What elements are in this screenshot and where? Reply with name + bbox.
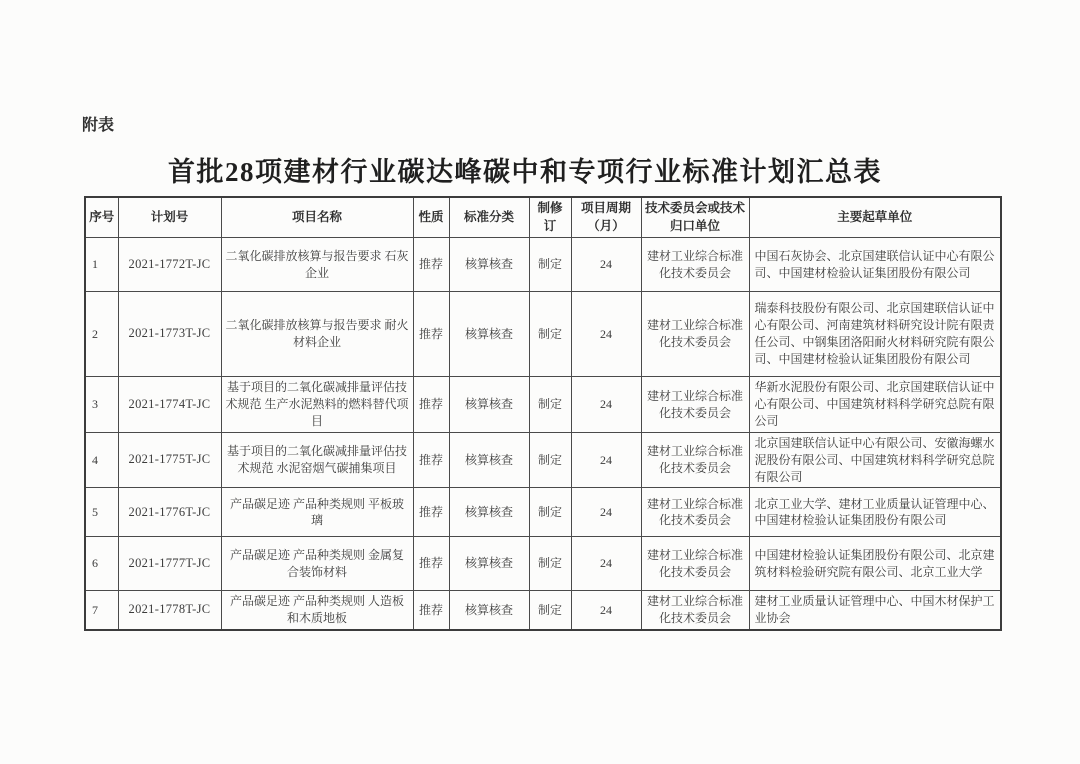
header-project-period: 项目周期（月） bbox=[571, 197, 641, 238]
table-cell: 建材工业综合标准化技术委员会 bbox=[641, 377, 749, 433]
table-cell: 4 bbox=[85, 433, 118, 488]
table-cell: 制定 bbox=[529, 377, 571, 433]
table-header-row bbox=[85, 197, 1001, 238]
table-cell: 推荐 bbox=[413, 591, 449, 630]
table-cell: 3 bbox=[85, 377, 118, 433]
table-cell: 核算核查 bbox=[449, 488, 529, 537]
table-row bbox=[85, 591, 1001, 630]
table-cell: 产品碳足迹 产品种类规则 人造板和木质地板 bbox=[221, 591, 413, 630]
table-cell: 核算核查 bbox=[449, 537, 529, 591]
table-cell: 24 bbox=[571, 591, 641, 630]
table-cell: 制定 bbox=[529, 292, 571, 377]
table-body bbox=[85, 238, 1001, 630]
table-cell: 核算核查 bbox=[449, 591, 529, 630]
page-title: 首批28项建材行业碳达峰碳中和专项行业标准计划汇总表 bbox=[168, 157, 882, 187]
table-cell: 推荐 bbox=[413, 537, 449, 591]
table-cell: 基于项目的二氧化碳减排量评估技术规范 水泥窑烟气碳捕集项目 bbox=[221, 433, 413, 488]
header-project-name: 项目名称 bbox=[221, 197, 413, 238]
table-cell: 24 bbox=[571, 537, 641, 591]
table-cell: 产品碳足迹 产品种类规则 金属复合装饰材料 bbox=[221, 537, 413, 591]
table-cell: 核算核查 bbox=[449, 292, 529, 377]
table-cell: 7 bbox=[85, 591, 118, 630]
table-cell: 5 bbox=[85, 488, 118, 537]
table-row bbox=[85, 488, 1001, 537]
table-cell: 建材工业综合标准化技术委员会 bbox=[641, 537, 749, 591]
table-cell: 24 bbox=[571, 292, 641, 377]
table-cell: 2021-1776T-JC bbox=[118, 488, 221, 537]
annex-label: 附表 bbox=[82, 117, 115, 134]
table-cell: 产品碳足迹 产品种类规则 平板玻璃 bbox=[221, 488, 413, 537]
header-drafting-units: 主要起草单位 bbox=[749, 197, 1001, 238]
table-cell: 2021-1775T-JC bbox=[118, 433, 221, 488]
header-standard-category: 标准分类 bbox=[449, 197, 529, 238]
table-cell: 建材工业综合标准化技术委员会 bbox=[641, 591, 749, 630]
table-row bbox=[85, 238, 1001, 292]
table-cell: 基于项目的二氧化碳减排量评估技术规范 生产水泥熟料的燃料替代项目 bbox=[221, 377, 413, 433]
table-row bbox=[85, 433, 1001, 488]
table-cell: 制定 bbox=[529, 488, 571, 537]
table-cell: 建材工业综合标准化技术委员会 bbox=[641, 433, 749, 488]
table-row bbox=[85, 292, 1001, 377]
table-cell: 2021-1778T-JC bbox=[118, 591, 221, 630]
table-cell: 制定 bbox=[529, 591, 571, 630]
table-cell: 推荐 bbox=[413, 238, 449, 292]
table-cell: 建材工业综合标准化技术委员会 bbox=[641, 292, 749, 377]
table-cell: 核算核查 bbox=[449, 433, 529, 488]
header-plan-number: 计划号 bbox=[118, 197, 221, 238]
table-cell: 推荐 bbox=[413, 377, 449, 433]
table-cell: 建材工业综合标准化技术委员会 bbox=[641, 488, 749, 537]
standards-plan-table bbox=[84, 196, 1002, 631]
table-cell: 2 bbox=[85, 292, 118, 377]
table-cell: 瑞泰科技股份有限公司、北京国建联信认证中心有限公司、河南建筑材料研究设计院有限责任公司、中钢集团洛阳耐火材料研究院有限公司、中国建材检验认证集团股份有限公司 bbox=[749, 292, 1001, 377]
table-cell: 推荐 bbox=[413, 433, 449, 488]
table-cell: 2021-1772T-JC bbox=[118, 238, 221, 292]
table-row bbox=[85, 537, 1001, 591]
table-cell: 中国建材检验认证集团股份有限公司、北京建筑材料检验研究院有限公司、北京工业大学 bbox=[749, 537, 1001, 591]
table-cell: 2021-1774T-JC bbox=[118, 377, 221, 433]
table-row bbox=[85, 377, 1001, 433]
table-cell: 2021-1777T-JC bbox=[118, 537, 221, 591]
table-cell: 中国石灰协会、北京国建联信认证中心有限公司、中国建材检验认证集团股份有限公司 bbox=[749, 238, 1001, 292]
table-cell: 建材工业综合标准化技术委员会 bbox=[641, 238, 749, 292]
table-cell: 制定 bbox=[529, 238, 571, 292]
header-technical-committee: 技术委员会或技术归口单位 bbox=[641, 197, 749, 238]
table-cell: 二氧化碳排放核算与报告要求 耐火材料企业 bbox=[221, 292, 413, 377]
table-cell: 24 bbox=[571, 238, 641, 292]
table-cell: 建材工业质量认证管理中心、中国木材保护工业协会 bbox=[749, 591, 1001, 630]
table-cell: 制定 bbox=[529, 537, 571, 591]
table-cell: 华新水泥股份有限公司、北京国建联信认证中心有限公司、中国建筑材料科学研究总院有限公司 bbox=[749, 377, 1001, 433]
table-cell: 推荐 bbox=[413, 292, 449, 377]
table-cell: 核算核查 bbox=[449, 238, 529, 292]
header-serial-number: 序号 bbox=[85, 197, 118, 238]
table-cell: 24 bbox=[571, 377, 641, 433]
table-cell: 6 bbox=[85, 537, 118, 591]
table-cell: 24 bbox=[571, 433, 641, 488]
header-formulate-revise: 制修订 bbox=[529, 197, 571, 238]
table-cell: 推荐 bbox=[413, 488, 449, 537]
table-cell: 北京工业大学、建材工业质量认证管理中心、中国建材检验认证集团股份有限公司 bbox=[749, 488, 1001, 537]
table-cell: 24 bbox=[571, 488, 641, 537]
table-header bbox=[85, 197, 1001, 238]
table-cell: 北京国建联信认证中心有限公司、安徽海螺水泥股份有限公司、中国建筑材料科学研究总院有限公司 bbox=[749, 433, 1001, 488]
table-cell: 二氧化碳排放核算与报告要求 石灰企业 bbox=[221, 238, 413, 292]
table-cell: 制定 bbox=[529, 433, 571, 488]
table-cell: 2021-1773T-JC bbox=[118, 292, 221, 377]
header-nature: 性质 bbox=[413, 197, 449, 238]
table-cell: 1 bbox=[85, 238, 118, 292]
table-cell: 核算核查 bbox=[449, 377, 529, 433]
